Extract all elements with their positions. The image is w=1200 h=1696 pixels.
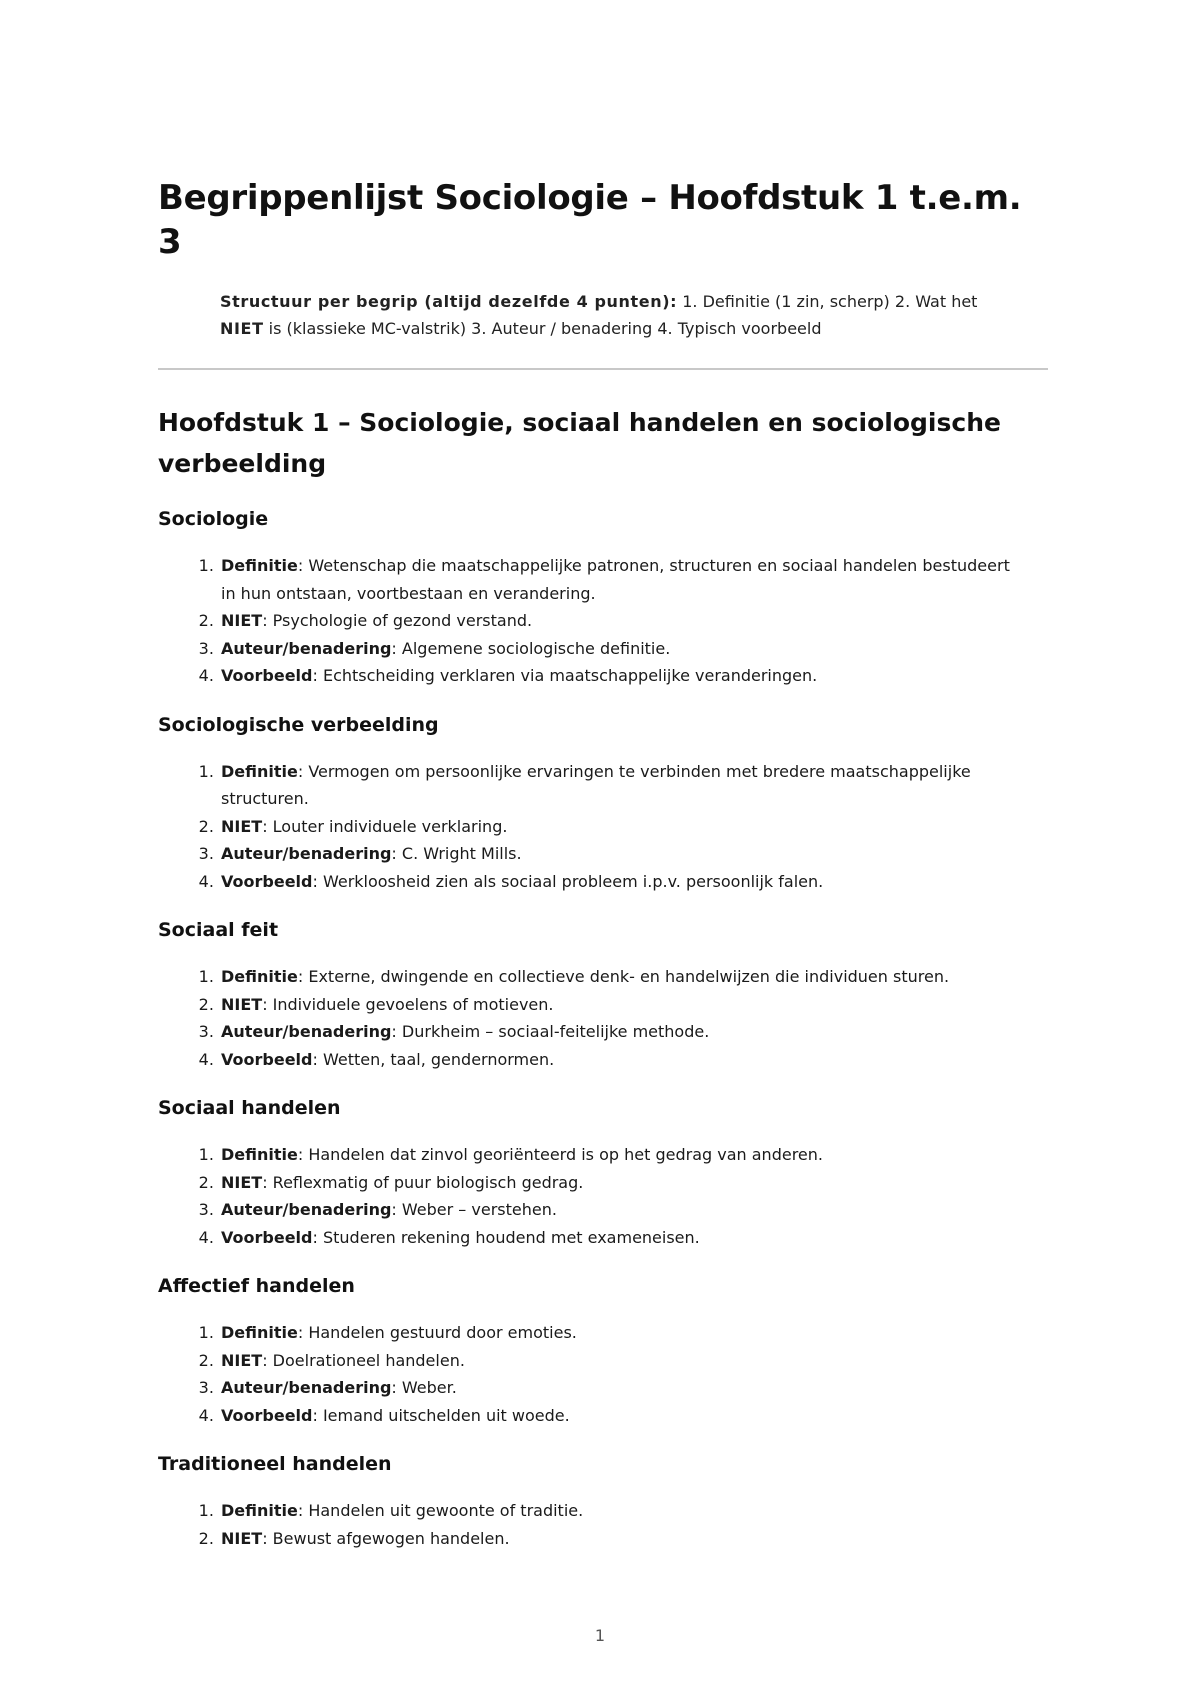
definition-item (219, 963, 1019, 991)
example-label: Voorbeeld (221, 1405, 313, 1425)
not-text: : Reflexmatig of puur biologisch gedrag. (262, 1172, 584, 1192)
example-item (219, 1046, 1019, 1074)
author-text: : Weber. (391, 1378, 457, 1397)
example-item (219, 1224, 1019, 1252)
not-text: : Individuele gevoelens of motieven. (262, 994, 554, 1014)
not-label: NIET (221, 611, 263, 630)
author-item (219, 1018, 1019, 1046)
not-text: : Doelrationeel handelen. (262, 1350, 465, 1370)
not-item (219, 607, 1019, 635)
horizontal-rule (158, 368, 1048, 370)
definition-label: Definitie (221, 1323, 298, 1342)
term-points-list (158, 963, 1019, 1073)
not-label: NIET (221, 1528, 263, 1548)
author-text: : Durkheim – sociaal-feitelijke methode. (391, 1022, 710, 1041)
author-item (219, 1374, 1019, 1402)
example-text: : Werkloosheid zien als sociaal probleem i.p.v. persoonlijk falen. (312, 871, 824, 891)
not-label: NIET (221, 816, 263, 836)
term-heading: Sociaal feit (158, 919, 279, 941)
not-item (219, 991, 1019, 1019)
definition-item (219, 1141, 1019, 1169)
term-points-list (158, 1497, 1019, 1552)
not-text: : Bewust afgewogen handelen. (262, 1528, 510, 1548)
author-text: : Algemene sociologische definitie. (391, 638, 671, 658)
example-text: : Iemand uitschelden uit woede. (312, 1405, 570, 1425)
definition-text: : Vermogen om persoonlijke ervaringen te verbinden met bredere maatschappelijke structuren. (221, 761, 971, 808)
definition-text: : Handelen uit gewoonte of traditie. (297, 1501, 584, 1520)
example-item (219, 868, 1019, 896)
definition-text: : Wetenschap die maatschappelijke patronen, structuren en sociaal handelen bestudeert in hun ontstaan, voortbestaan en verandering. (221, 556, 1010, 603)
definition-item (219, 1319, 1019, 1347)
term-heading: Affectief handelen (158, 1275, 355, 1297)
not-item (219, 1169, 1019, 1197)
example-label: Voorbeeld (221, 666, 313, 685)
not-label: NIET (221, 1350, 263, 1370)
page-number: 1 (594, 1626, 606, 1645)
example-label: Voorbeeld (221, 871, 313, 891)
definition-label: Definitie (221, 1145, 298, 1164)
definition-label: Definitie (221, 556, 298, 575)
not-label: NIET (221, 994, 263, 1014)
not-item (219, 813, 1019, 841)
not-text: : Louter individuele verklaring. (262, 816, 508, 836)
document-title: Begrippenlijst Sociologie – Hoofdstuk 1 t.e.m. 3 (158, 178, 1022, 262)
author-item (219, 1196, 1019, 1224)
author-label: Auteur/benadering (221, 1022, 392, 1041)
definition-item (219, 1497, 1019, 1525)
intro-text-1: 1. Definitie (1 zin, scherp) 2. Wat het (677, 292, 978, 311)
not-item (219, 1347, 1019, 1375)
definition-label: Definitie (221, 1501, 298, 1520)
not-label: NIET (221, 1172, 263, 1192)
term-points-list (158, 1319, 1019, 1429)
term-points-list (158, 758, 1019, 896)
example-item (219, 1402, 1019, 1430)
author-text: : C. Wright Mills. (391, 844, 522, 863)
definition-label: Definitie (221, 967, 298, 986)
term-points-list (158, 1141, 1019, 1251)
definition-item (219, 758, 1019, 813)
example-text: : Wetten, taal, gendernormen. (312, 1049, 555, 1069)
term-heading: Sociaal handelen (158, 1097, 341, 1119)
definition-text: : Handelen gestuurd door emoties. (297, 1323, 577, 1342)
intro-niet: NIET (220, 319, 264, 338)
example-label: Voorbeeld (221, 1049, 313, 1069)
term-heading: Sociologische verbeelding (158, 713, 439, 736)
example-label: Voorbeeld (221, 1227, 313, 1247)
term-heading: Sociologie (158, 508, 269, 530)
not-item (219, 1525, 1019, 1553)
structure-intro (220, 288, 990, 342)
example-item (219, 662, 1019, 690)
definition-label: Definitie (221, 761, 298, 781)
author-item (219, 840, 1019, 868)
definition-text: : Externe, dwingende en collectieve denk- en handelwijzen die individuen sturen. (297, 967, 950, 986)
author-label: Auteur/benadering (221, 844, 392, 863)
example-text: : Studeren rekening houdend met exameneisen. (312, 1227, 700, 1247)
author-text: : Weber – verstehen. (391, 1200, 557, 1219)
author-label: Auteur/benadering (221, 1200, 392, 1219)
author-label: Auteur/benadering (221, 638, 392, 658)
document-content (158, 176, 1048, 1552)
author-item (219, 635, 1019, 663)
not-text: : Psychologie of gezond verstand. (262, 611, 533, 630)
definition-item (219, 552, 1019, 607)
term-points-list (158, 552, 1019, 690)
author-label: Auteur/benadering (221, 1378, 392, 1397)
example-text: : Echtscheiding verklaren via maatschappelijke veranderingen. (312, 666, 818, 685)
term-heading: Traditioneel handelen (158, 1453, 392, 1475)
intro-text-2: is (klassieke MC-valstrik) 3. Auteur / benadering 4. Typisch voorbeeld (263, 319, 822, 338)
definition-text: : Handelen dat zinvol georiënteerd is op het gedrag van anderen. (297, 1145, 823, 1164)
intro-bold-label: Structuur per begrip (altijd dezelfde 4 punten): (220, 292, 678, 311)
chapter-heading: Hoofdstuk 1 – Sociologie, sociaal handelen en sociologische verbeelding (158, 408, 1001, 478)
